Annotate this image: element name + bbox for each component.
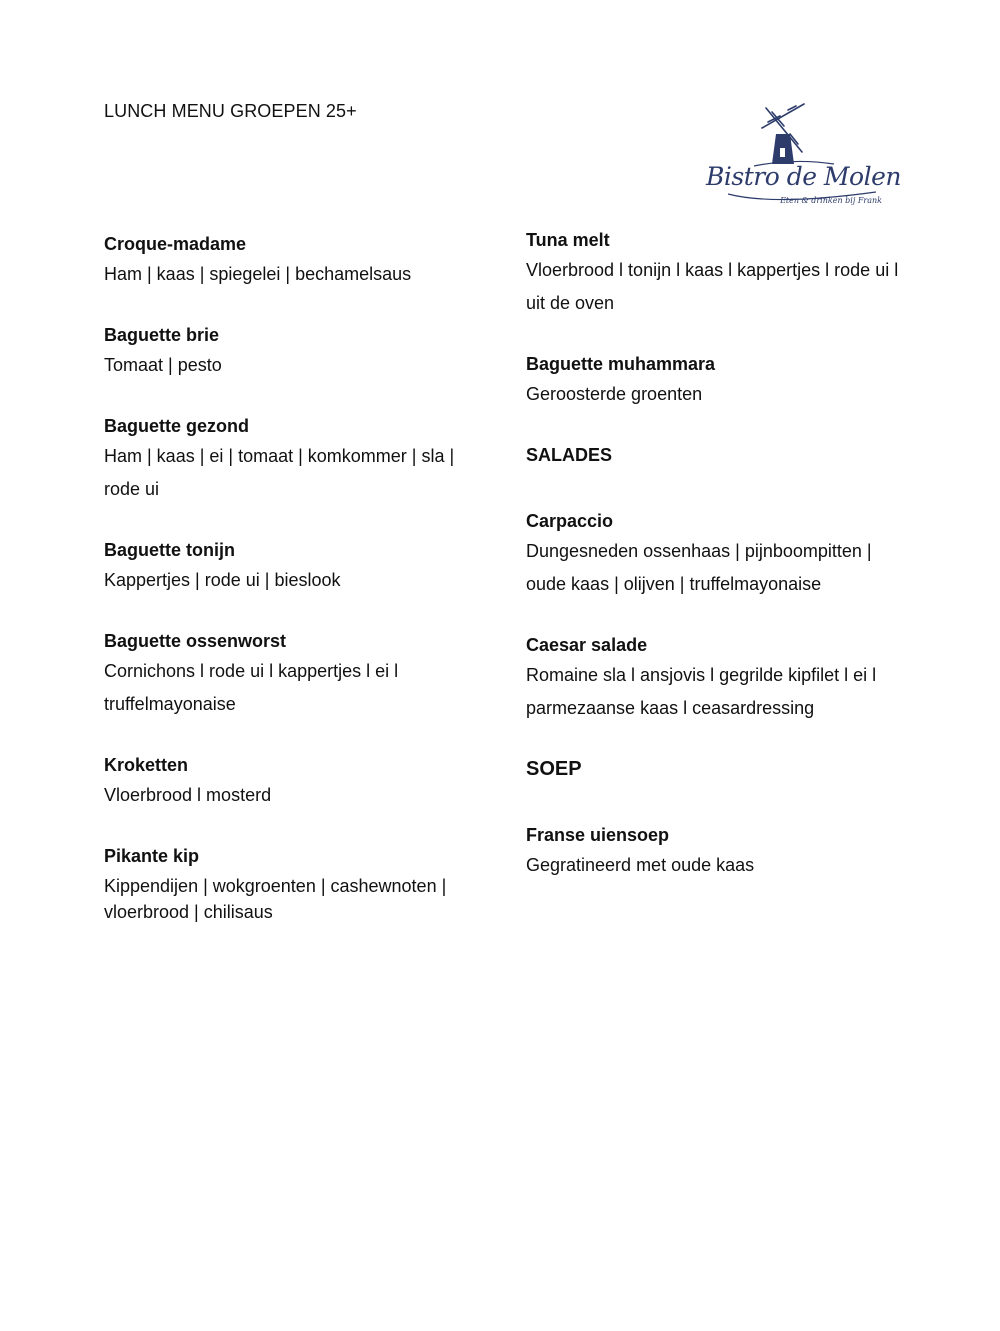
menu-item-description: Tomaat | pesto — [104, 355, 222, 375]
menu-item — [104, 753, 474, 812]
menu-item-description: Romaine sla l ansjovis l gegrilde kipfilet l ei l parmezaanse kaas l ceasardressing — [526, 665, 877, 718]
page-title: LUNCH MENU GROEPEN 25+ — [104, 101, 357, 121]
menu-item-description: Ham | kaas | ei | tomaat | komkommer | sla | rode ui — [104, 446, 455, 499]
menu-item-name: Baguette gezond — [104, 416, 250, 436]
menu-item-description: Ham | kaas | spiegelei | bechamelsaus — [104, 264, 412, 284]
right-menu-column — [526, 228, 906, 914]
section-heading-soep: SOEP — [526, 758, 582, 780]
menu-item — [526, 228, 906, 320]
menu-item — [104, 538, 474, 597]
menu-item-description: Vloerbrood l mosterd — [104, 785, 272, 805]
menu-item-name: Baguette ossenworst — [104, 631, 287, 651]
menu-item-name: Baguette muhammara — [526, 354, 716, 374]
menu-item — [104, 414, 474, 506]
logo-tagline: Eten & drinken bij Frank — [780, 196, 882, 205]
menu-item-name: Kroketten — [104, 755, 189, 775]
menu-item-description: Geroosterde groenten — [526, 384, 703, 404]
menu-item-name: Caesar salade — [526, 635, 648, 655]
menu-item-name: Pikante kip — [104, 846, 200, 866]
menu-item-description: Cornichons l rode ui l kappertjes l ei l truffelmayonaise — [104, 661, 399, 714]
menu-item — [526, 823, 906, 882]
menu-item-description: Kippendijen | wokgroenten | cashewnoten | vloerbrood | chilisaus — [104, 876, 447, 922]
menu-item — [526, 633, 906, 725]
menu-item-name: Franse uiensoep — [526, 825, 670, 845]
menu-item — [526, 352, 906, 411]
menu-item-description: Dungesneden ossenhaas | pijnboompitten | oude kaas | olijven | truffelmayonaise — [526, 541, 872, 594]
menu-item-name: Baguette brie — [104, 325, 220, 345]
menu-item-name: Baguette tonijn — [104, 540, 235, 560]
bistro-logo — [704, 102, 901, 214]
menu-item — [104, 844, 474, 925]
menu-item-name: Carpaccio — [526, 511, 614, 531]
menu-item-description: Vloerbrood l tonijn l kaas l kappertjes l rode ui l uit de oven — [526, 260, 899, 313]
menu-item — [526, 509, 906, 601]
logo-name: Bistro de Molen — [706, 162, 901, 191]
menu-item — [104, 232, 474, 291]
menu-item-name: Tuna melt — [526, 230, 610, 250]
menu-item-description: Kappertjes | rode ui | bieslook — [104, 570, 341, 590]
menu-item-name: Croque-madame — [104, 234, 247, 254]
section-heading-salades: SALADES — [526, 445, 613, 465]
menu-item — [104, 629, 474, 721]
left-menu-column — [104, 232, 474, 957]
menu-item-description: Gegratineerd met oude kaas — [526, 855, 755, 875]
menu-item — [104, 323, 474, 382]
